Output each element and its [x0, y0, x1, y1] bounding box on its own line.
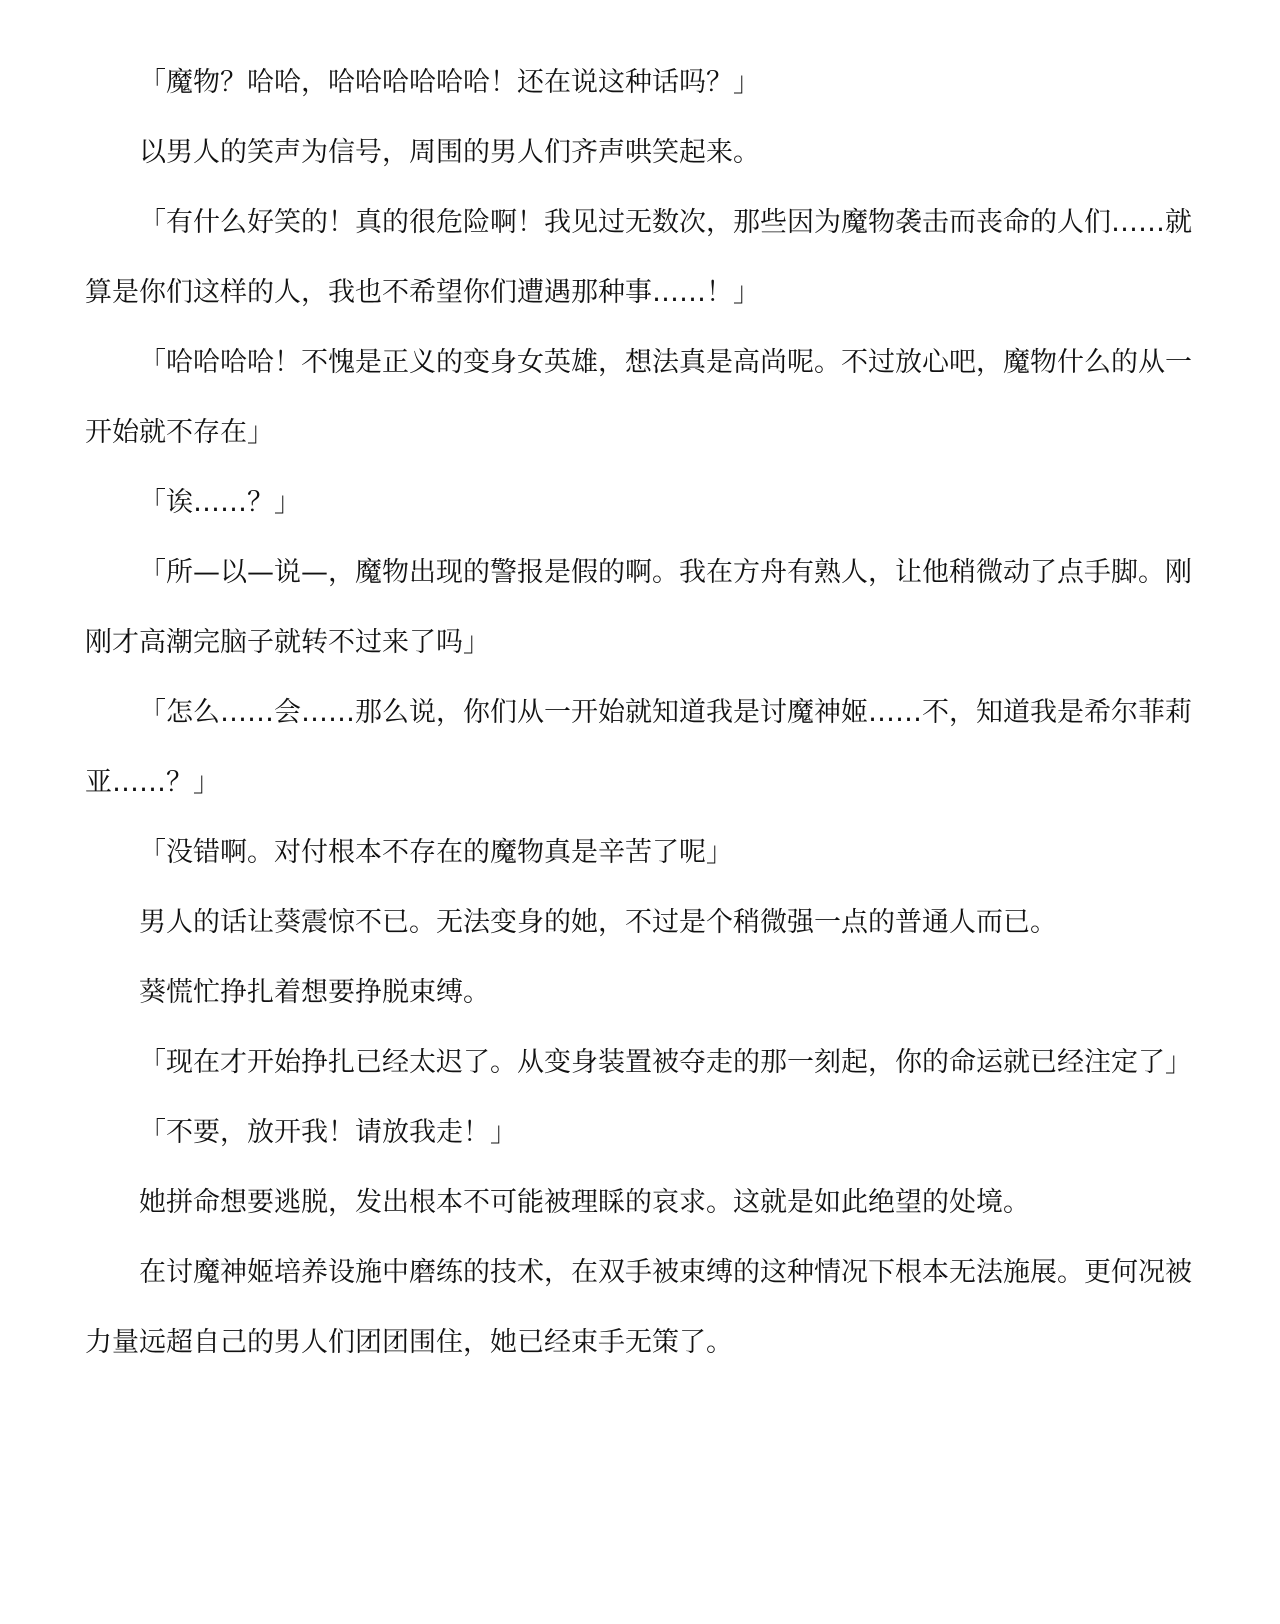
paragraph-13: 她拼命想要逃脱，发出根本不可能被理睬的哀求。这就是如此绝望的处境。 — [139, 1187, 1030, 1218]
paragraph-12: 「不要，放开我！请放我走！」 — [139, 1117, 517, 1148]
paragraph-1: 「魔物？哈哈，哈哈哈哈哈哈！还在说这种话吗？」 — [139, 67, 760, 98]
paragraph-5: 「诶……？」 — [139, 487, 301, 518]
paragraph-10: 葵慌忙挣扎着想要挣脱束缚。 — [139, 977, 490, 1008]
paragraph-8: 「没错啊。对付根本不存在的魔物真是辛苦了呢」 — [139, 837, 733, 868]
paragraph-9: 男人的话让葵震惊不已。无法变身的她，不过是个稍微强一点的普通人而已。 — [139, 907, 1057, 938]
paragraph-7: 「怎么……会……那么说，你们从一开始就知道我是讨魔神姬……不，知道我是希尔菲莉亚……？」 — [85, 697, 1192, 798]
paragraph-11: 「现在才开始挣扎已经太迟了。从变身装置被夺走的那一刻起，你的命运就已经注定了」 — [139, 1047, 1192, 1078]
body-text — [85, 48, 1210, 1378]
paragraph-6: 「所—以—说—，魔物出现的警报是假的啊。我在方舟有熟人，让他稍微动了点手脚。刚刚才高潮完脑子就转不过来了吗」 — [85, 557, 1192, 658]
paragraph-3: 「有什么好笑的！真的很危险啊！我见过无数次，那些因为魔物袭击而丧命的人们……就算是你们这样的人，我也不希望你们遭遇那种事……！」 — [85, 207, 1192, 308]
paragraph-2: 以男人的笑声为信号，周围的男人们齐声哄笑起来。 — [139, 137, 760, 168]
paragraph-14: 在讨魔神姬培养设施中磨练的技术，在双手被束缚的这种情况下根本无法施展。更何况被力量远超自己的男人们团团围住，她已经束手无策了。 — [85, 1257, 1192, 1358]
paragraph-4: 「哈哈哈哈！不愧是正义的变身女英雄，想法真是高尚呢。不过放心吧，魔物什么的从一开始就不存在」 — [85, 347, 1192, 448]
